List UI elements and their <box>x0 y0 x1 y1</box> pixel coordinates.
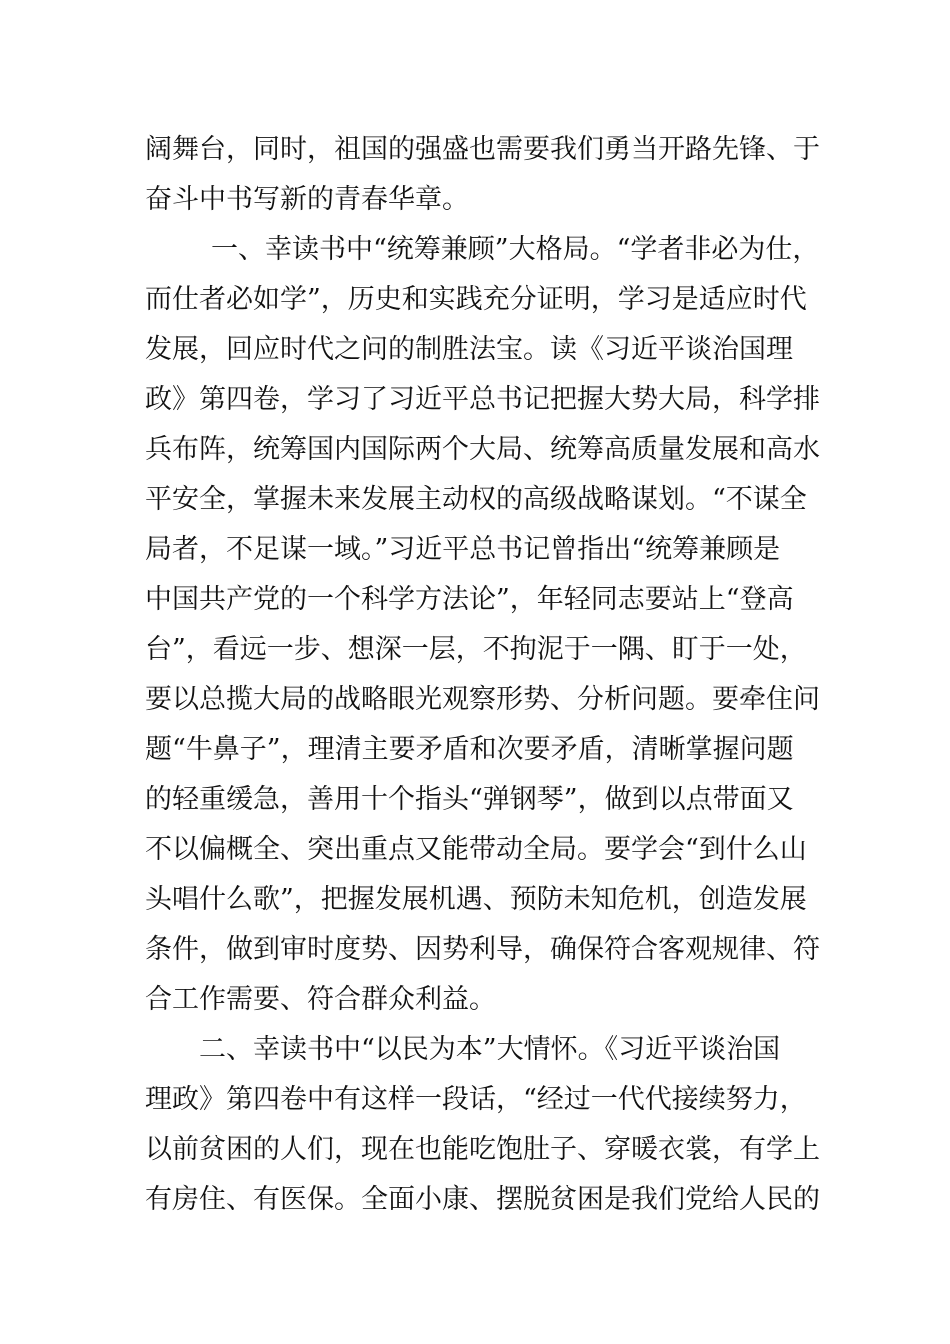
text-line: 条件，做到审时度势、因势利导，确保符合客观规律、符 <box>145 934 820 965</box>
text-line: 奋斗中书写新的青春华章。 <box>145 184 469 215</box>
text-line: 平安全，掌握未来发展主动权的高级战略谋划。“不谋全 <box>145 484 807 515</box>
text-line: 理政》第四卷中有这样一段话，“经过一代代接续努力， <box>145 1084 807 1115</box>
text-line: 题“牛鼻子”，理清主要矛盾和次要矛盾，清晰掌握问题 <box>145 734 794 765</box>
section-two-heading-line: 二、幸读书中“以民为本”大情怀。《习近平谈治国 <box>199 1034 781 1065</box>
text-line: 台”，看远一步、想深一层，不拘泥于一隅、盯于一处， <box>145 634 807 665</box>
text-line: 有房住、有医保。全面小康、摆脱贫困是我们党给人民的 <box>145 1184 820 1215</box>
text-line: 的轻重缓急，善用十个指头“弹钢琴”，做到以点带面又 <box>145 784 794 815</box>
text-line: 兵布阵，统筹国内国际两个大局、统筹高质量发展和高水 <box>145 434 820 465</box>
text-line: 中国共产党的一个科学方法论”，年轻同志要站上“登高 <box>145 584 794 615</box>
section-one-heading-line: 一、幸读书中“统筹兼顾”大格局。“学者非必为仕， <box>211 234 820 265</box>
text-line: 合工作需要、符合群众利益。 <box>145 984 496 1015</box>
text-line: 发展，回应时代之问的制胜法宝。读《习近平谈治国理 <box>145 334 793 365</box>
text-line: 阔舞台，同时，祖国的强盛也需要我们勇当开路先锋、于 <box>145 134 820 165</box>
text-line: 要以总揽大局的战略眼光观察形势、分析问题。要牵住问 <box>145 684 820 715</box>
text-line: 局者，不足谋一域。”习近平总书记曾指出“统筹兼顾是 <box>145 534 781 565</box>
text-line: 而仕者必如学”，历史和实践充分证明，学习是适应时代 <box>145 284 807 315</box>
text-line: 不以偏概全、突出重点又能带动全局。要学会“到什么山 <box>145 834 807 865</box>
text-line: 以前贫困的人们，现在也能吃饱肚子、穿暖衣裳，有学上 <box>145 1134 820 1165</box>
text-line: 头唱什么歌”，把握发展机遇、预防未知危机，创造发展 <box>145 884 807 915</box>
text-line: 政》第四卷，学习了习近平总书记把握大势大局，科学排 <box>145 384 820 415</box>
